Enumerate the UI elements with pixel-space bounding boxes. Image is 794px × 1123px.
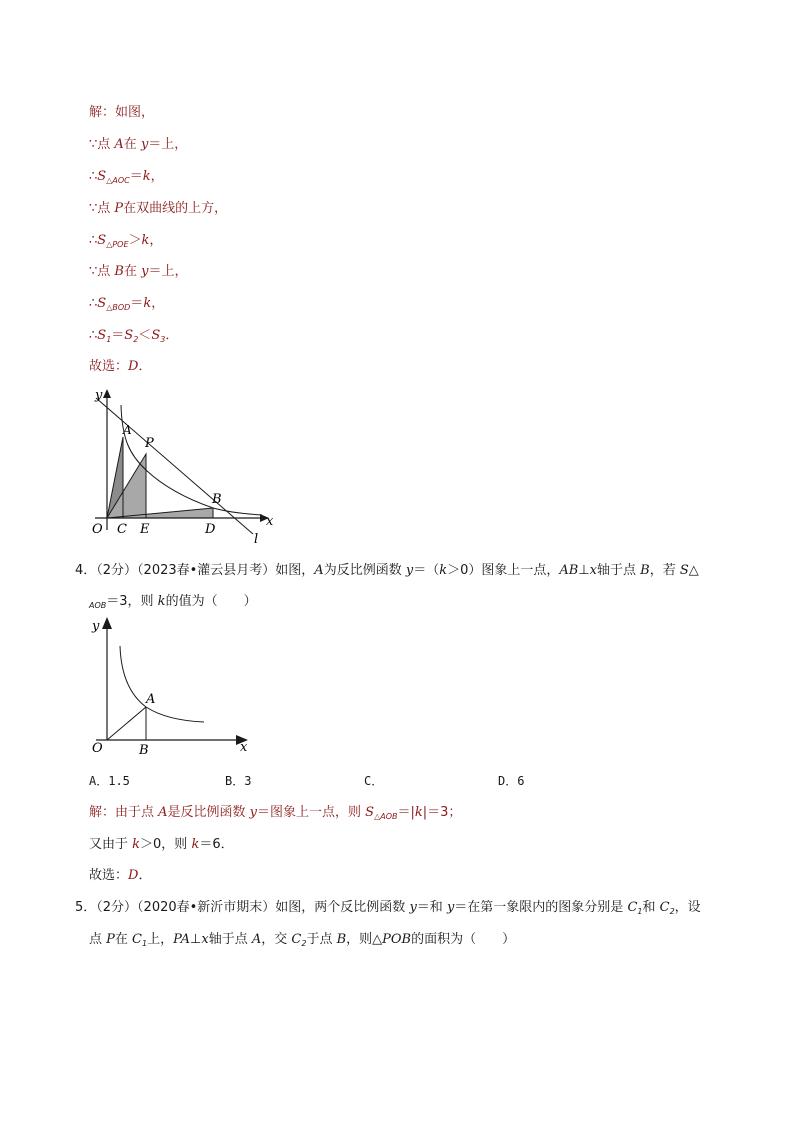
label-x: x	[266, 514, 274, 529]
option-a[interactable]: A．1.5	[89, 774, 130, 788]
label-c: C	[117, 522, 127, 537]
label-p: P	[145, 436, 154, 451]
option-d[interactable]: D．6	[498, 774, 525, 788]
solution-line: $\therefore S_1=S_2<S_3$．	[89, 328, 179, 344]
solution-line: $\therefore S_{\triangle POE}>k$，	[89, 233, 163, 249]
solution-line: ∵点 B在 y＝上，	[89, 264, 188, 279]
solution-line: 又由于 k＞0，则 k＝6．	[89, 837, 234, 852]
hyperbola-curve	[120, 646, 204, 722]
label-b: B	[139, 743, 149, 758]
label-a: A	[123, 423, 132, 437]
label-y: y	[92, 619, 100, 634]
label-y: y	[95, 388, 103, 403]
option-c[interactable]: C．	[364, 774, 384, 788]
y-axis-arrow-icon	[103, 389, 111, 398]
solution-line: $\therefore S_{\triangle AOC}=k$，	[89, 169, 164, 185]
label-l: l	[254, 532, 259, 546]
y-axis-arrow-icon	[102, 617, 112, 629]
question-text: $_{AOB}$＝3，则 k的值为（ ）	[89, 594, 257, 610]
label-x: x	[240, 740, 248, 755]
option-b[interactable]: B．3	[225, 774, 252, 788]
label-b: B	[212, 492, 222, 507]
solution-line: ∵点 A在 y＝上，	[89, 137, 188, 152]
label-o: O	[92, 741, 103, 756]
solution-answer: 故选：D．	[89, 359, 152, 374]
label-d: D	[205, 522, 216, 537]
solution-line: 解：如图，	[89, 105, 155, 120]
solution-line: 解：由于点 A是反比例函数 y＝图象上一点，则 $S_{\triangle AOB}=|k|=3$；	[89, 805, 462, 821]
question-text: 4．（2分）（2023春•灌云县月考）如图，A为反比例函数 y＝（k＞0）图象上一点，AB⊥x轴于点 B，若 S△	[75, 563, 699, 578]
segment-oa	[107, 707, 146, 740]
figure-hyperbola-areas	[86, 384, 286, 546]
question-text: 点 P在 $C_1$上，PA⊥x轴于点 A，交 $C_2$于点 B，则△POB的面积为（ ）	[89, 932, 516, 948]
solution-line: ∵点 P在双曲线的上方，	[89, 201, 228, 216]
figure-inverse-function	[86, 612, 256, 760]
solution-answer: 故选：D．	[89, 868, 152, 883]
label-e: E	[140, 522, 150, 537]
question-text: 5．（2分）（2020春•新沂市期末）如图，两个反比例函数 y＝和 y＝在第一象限内的图象分别是 $C_1$和 $C_2$，设	[75, 900, 701, 916]
label-o: O	[92, 522, 103, 537]
label-a: A	[146, 692, 156, 707]
solution-line: $\therefore S_{\triangle BOD}=k$，	[89, 296, 165, 312]
